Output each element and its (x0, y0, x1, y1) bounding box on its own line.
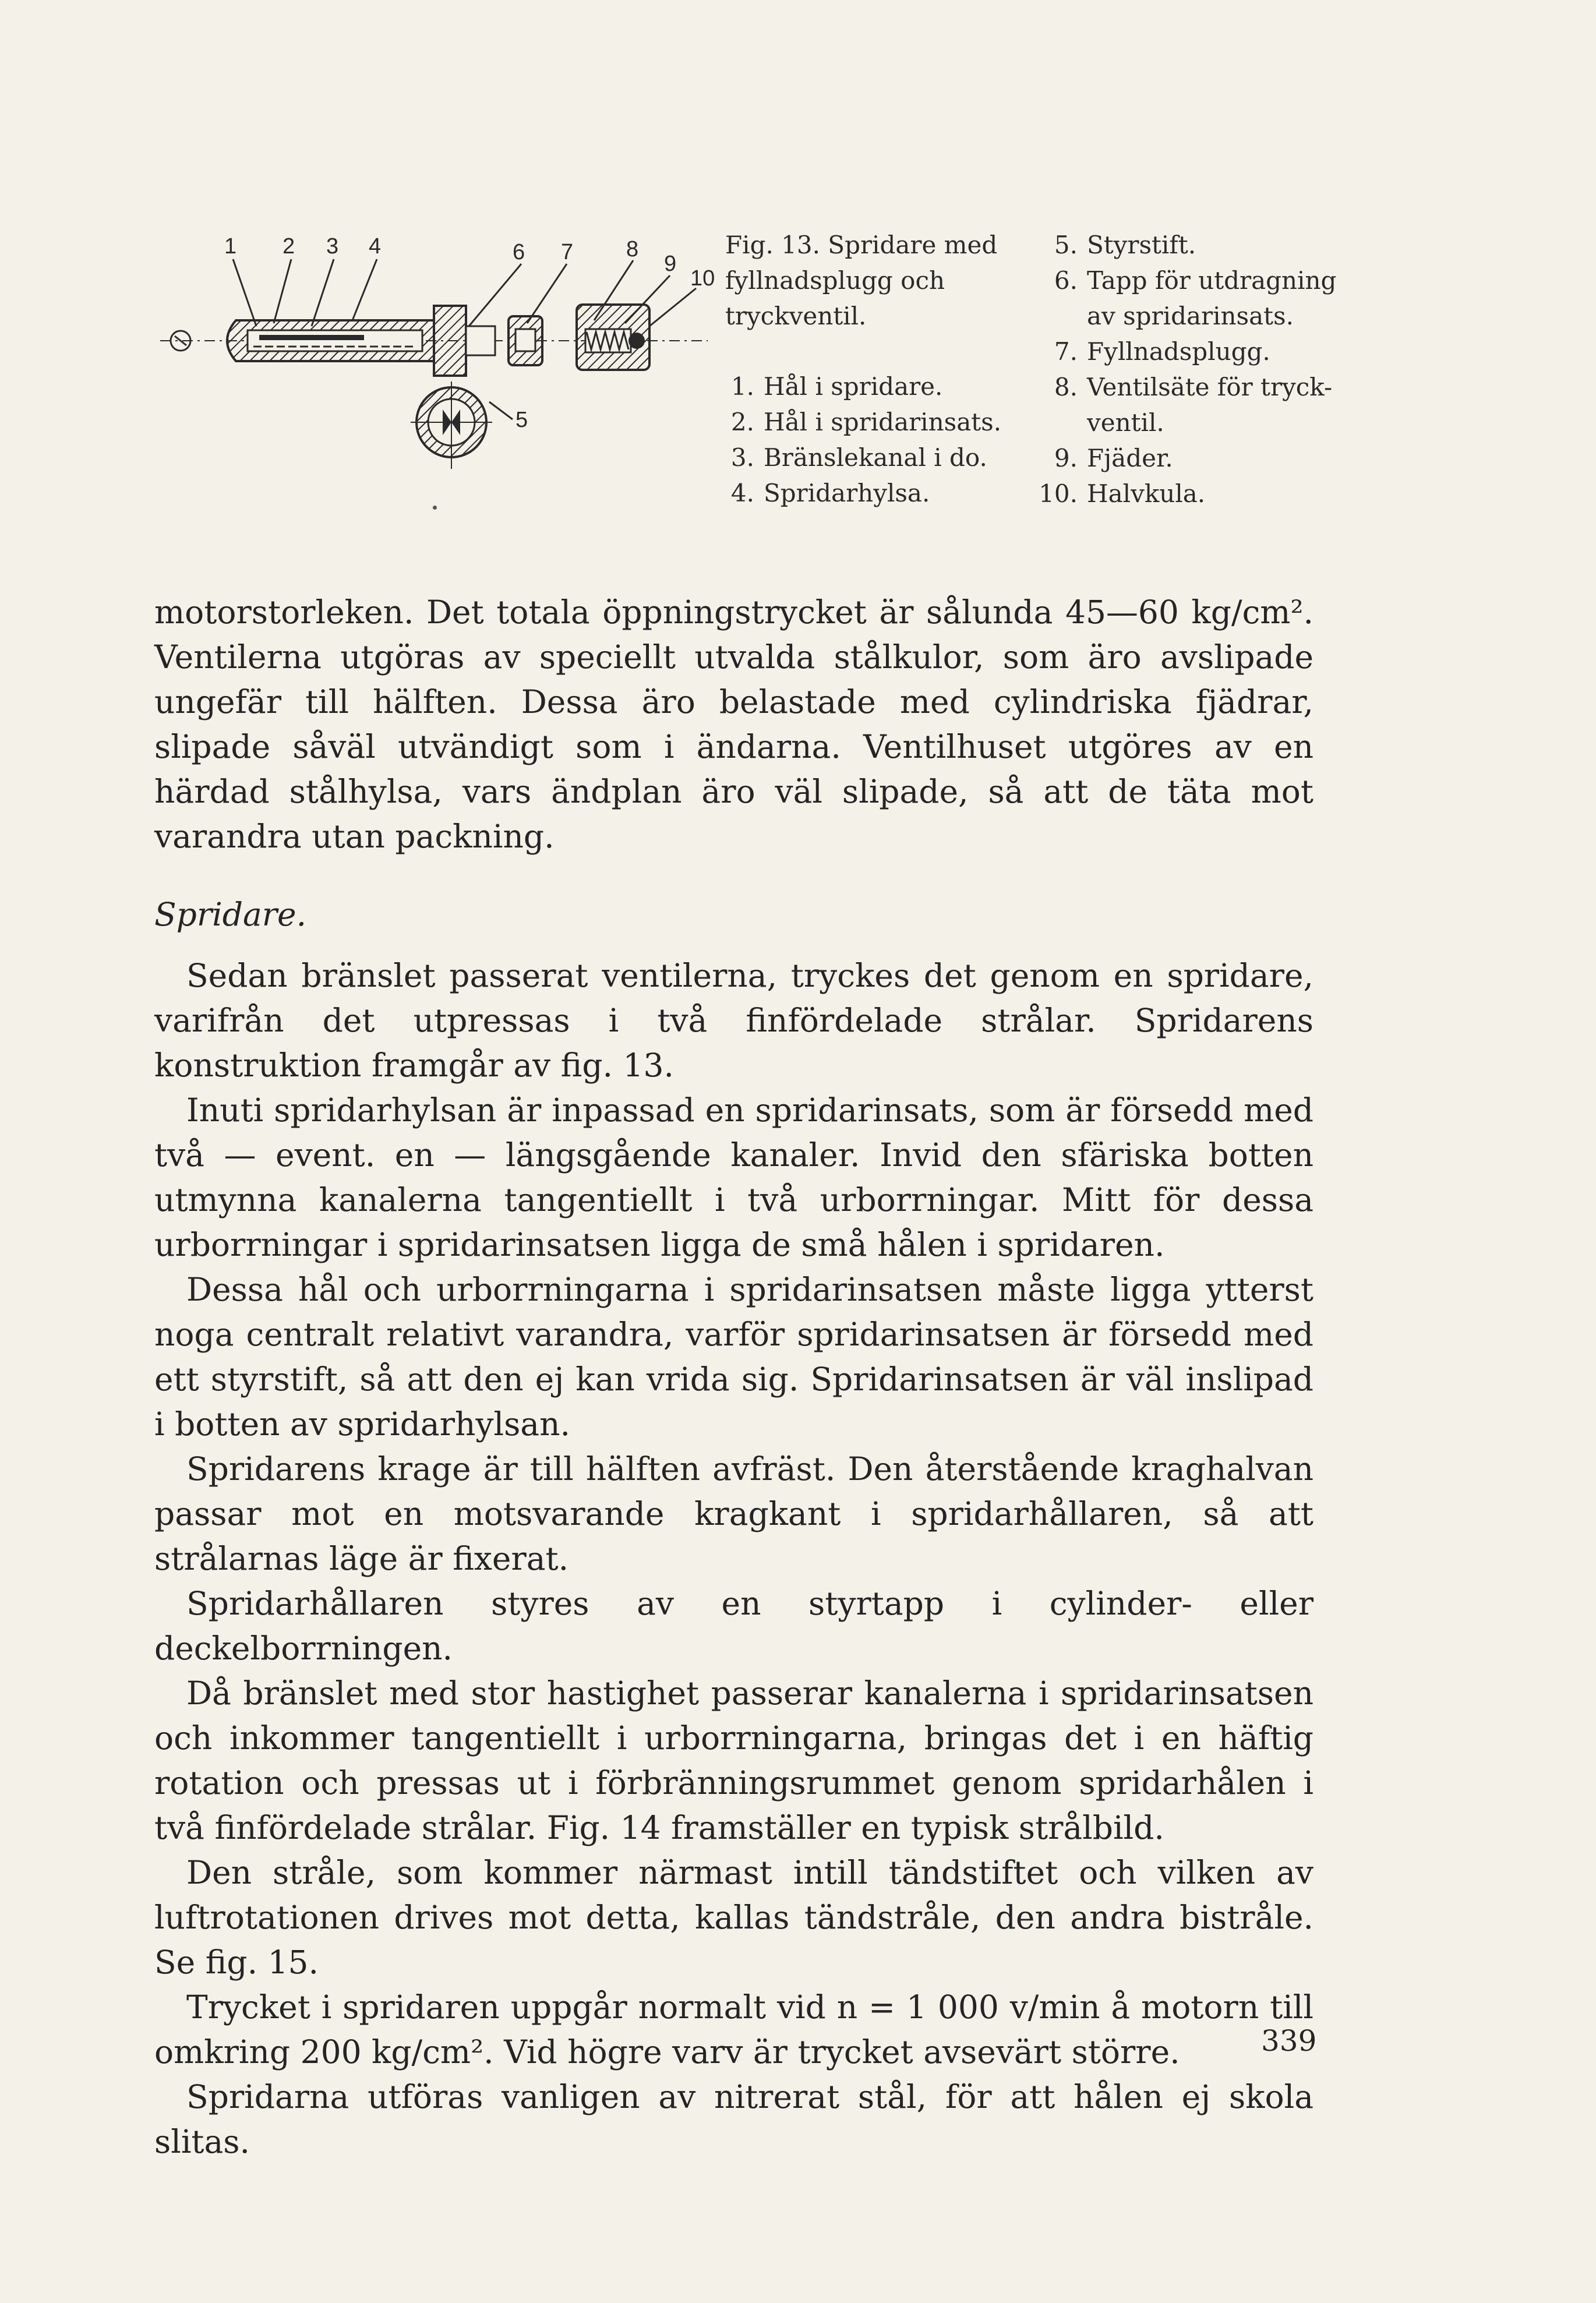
figure-legend-right (1037, 227, 1340, 511)
figure-label-5: 5 (515, 408, 528, 432)
legend-item: 1. Hål i spridare. (730, 372, 943, 401)
figure-label-9: 9 (664, 252, 677, 276)
paragraph: Spridarna utföras vanligen av nitrerat stål, för att hålen ej skola slitas. (154, 2078, 1313, 2160)
legend-item: 5. Styrstift. (1054, 231, 1196, 259)
figure-label-8: 8 (626, 237, 639, 262)
legend-item: 6. Tapp för utdragning (1054, 266, 1337, 295)
legend-item: 8. Ventilsäte för tryck- (1054, 373, 1333, 401)
legend-item: 7. Fyllnadsplugg. (1054, 337, 1270, 366)
paragraph: Spridarhållaren styres av en styrtapp i cylinder- eller deckelborrningen. (154, 1585, 1313, 1667)
paragraph: Då bränslet med stor hastighet passerar kanalerna i spridarinsatsen och inkommer tangentiellt i urborrningarna, bringas det i en häftig rotation och pressas ut i förbränningsrummet genom spridarhålen i två finfördelade strålar. Fig. 14 framställer en typisk strålbild. (154, 1675, 1313, 1846)
paragraph: Spridarens krage är till hälften avfräst. Den återstående kraghalvan passar mot en motsvarande kragkant i spridarhållaren, så att strålarnas läge är fixerat. (154, 1450, 1313, 1577)
figure-caption-title: Fig. 13. Spridare med fyllnadsplugg och tryckventil. (725, 231, 998, 330)
figure-label-7: 7 (561, 240, 574, 264)
figure-label-6: 6 (513, 240, 525, 264)
paragraph: Trycket i spridaren uppgår normalt vid n = 1 000 v/min å motorn till omkring 200 kg/cm². Vid högre varv är trycket avsevärt större. (154, 1988, 1313, 2071)
figure-label-4: 4 (369, 234, 382, 259)
figure-label-1: 1 (224, 234, 237, 259)
paragraph: Den stråle, som kommer närmast intill tändstiftet och vilken av luftrotationen drives mot detta, kallas tändstråle, den andra bistråle. Se fig. 15. (154, 1854, 1313, 1981)
injector-diagram (149, 224, 731, 527)
print-speck (433, 506, 437, 510)
legend-item: 3. Bränslekanal i do. (730, 443, 987, 472)
paragraph: motorstorleken. Det totala öppningstrycket är sålunda 45—60 kg/cm². Ventilerna utgöras av speciellt utvalda stålkulor, som äro avslipade ungefär till hälften. Dessa äro belastade med cylindriska fjädrar, slipade såväl utvändigt som i ändarna. Ventilhuset utgöres av en härdad stålhylsa, vars ändplan äro väl slipade, så att de täta mot varandra utan packning. (154, 594, 1313, 855)
section-heading: Spridare. (154, 896, 307, 933)
legend-item: 10. Halvkula. (1039, 479, 1206, 508)
body-text-section (154, 953, 1313, 2164)
figure-label-3: 3 (326, 234, 339, 259)
legend-item: 4. Spridarhylsa. (730, 479, 930, 507)
figure-legend-left (725, 369, 1051, 511)
legend-item: 2. Hål i spridarinsats. (730, 408, 1002, 436)
page-number: 339 (1261, 2024, 1317, 2058)
figure-label-2: 2 (283, 234, 295, 259)
paragraph: Inuti spridarhylsan är inpassad en spridarinsats, som är försedd med två — event. en — längsgående kanaler. Invid den sfäriska botten utmynna kanalerna tangentiellt i två urborrningar. Mitt för dessa urborrningar i spridarinsatsen ligga de små hålen i spridaren. (154, 1092, 1313, 1263)
paragraph: Dessa hål och urborrningarna i spridarinsatsen måste ligga ytterst noga centralt relativt varandra, varför spridarinsatsen är försedd med ett styrstift, så att den ej kan vrida sig. Spridarinsatsen är väl inslipad i botten av spridarhylsan. (154, 1271, 1313, 1443)
paragraph: Sedan bränslet passerat ventilerna, tryckes det genom en spridare, varifrån det utpressas i två finfördelade strålar. Spridarens konstruktion framgår av fig. 13. (154, 957, 1313, 1084)
legend-item: 9. Fjäder. (1054, 444, 1173, 472)
figure-label-10: 10 (690, 266, 715, 291)
legend-item-continuation: av spridarinsats. (1087, 302, 1294, 330)
body-text-top (154, 590, 1313, 859)
legend-item-continuation: ventil. (1087, 408, 1164, 437)
